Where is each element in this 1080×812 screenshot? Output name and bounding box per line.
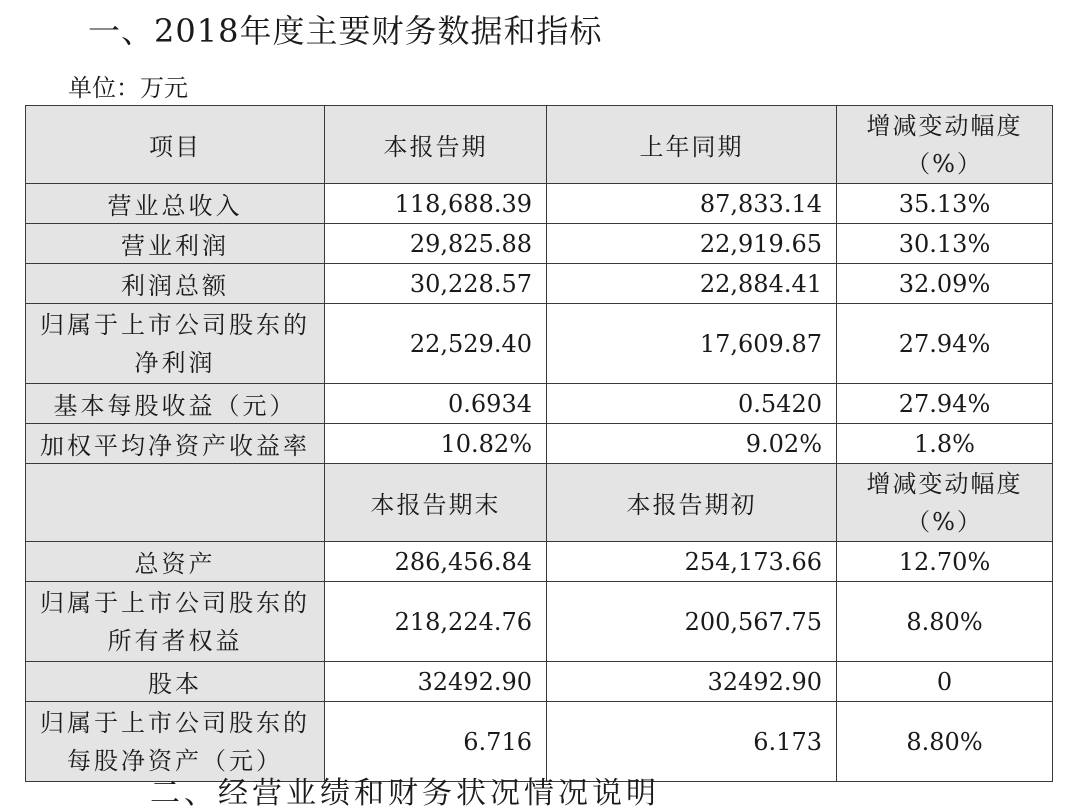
prior-value: 9.02% <box>547 424 837 464</box>
start-value: 254,173.66 <box>547 542 837 582</box>
table-row <box>26 662 1053 702</box>
change-value: 27.94% <box>837 384 1053 424</box>
row-label: 营业利润 <box>26 224 325 264</box>
financial-data-table <box>25 105 1053 782</box>
change-value: 1.8% <box>837 424 1053 464</box>
header-prior-year: 上年同期 <box>547 106 837 184</box>
row-label: 总资产 <box>26 542 325 582</box>
table-row <box>26 424 1053 464</box>
current-value: 22,529.40 <box>325 304 547 384</box>
table-row <box>26 224 1053 264</box>
header-change-pct-line2: （%） <box>906 149 983 178</box>
current-value: 118,688.39 <box>325 184 547 224</box>
row-label <box>26 582 325 662</box>
subheader-change-pct-line1: 增减变动幅度 <box>866 469 1023 498</box>
row-label: 利润总额 <box>26 264 325 304</box>
prior-value: 22,884.41 <box>547 264 837 304</box>
current-value: 29,825.88 <box>325 224 547 264</box>
start-value: 200,567.75 <box>547 582 837 662</box>
table-row <box>26 582 1053 662</box>
table-subheader-row <box>26 464 1053 542</box>
header-item: 项目 <box>26 106 325 184</box>
end-value: 32492.90 <box>325 662 547 702</box>
row-label <box>26 304 325 384</box>
change-value: 27.94% <box>837 304 1053 384</box>
next-section-heading: 二、经营业绩和财务状况情况说明 <box>150 776 660 811</box>
change-value: 30.13% <box>837 224 1053 264</box>
end-value: 286,456.84 <box>325 542 547 582</box>
row-label: 加权平均净资产收益率 <box>26 424 325 464</box>
subheader-change-pct-line2: （%） <box>906 507 983 536</box>
prior-value: 87,833.14 <box>547 184 837 224</box>
row-label-line2: 净利润 <box>134 348 216 377</box>
row-label-line2: 所有者权益 <box>107 626 243 655</box>
row-label-line1: 归属于上市公司股东的 <box>40 310 310 339</box>
subheader-item <box>26 464 325 542</box>
page-title: 一、2018年度主要财务数据和指标 <box>88 12 603 50</box>
row-label: 营业总收入 <box>26 184 325 224</box>
row-label-line1: 归属于上市公司股东的 <box>40 588 310 617</box>
prior-value: 17,609.87 <box>547 304 837 384</box>
start-value: 6.173 <box>547 702 837 782</box>
current-value: 0.6934 <box>325 384 547 424</box>
change-value: 0 <box>837 662 1053 702</box>
prior-value: 0.5420 <box>547 384 837 424</box>
end-value: 218,224.76 <box>325 582 547 662</box>
header-current-period: 本报告期 <box>325 106 547 184</box>
current-value: 10.82% <box>325 424 547 464</box>
next-section-heading-cut <box>150 776 660 811</box>
header-change-pct-line1: 增减变动幅度 <box>866 111 1023 140</box>
change-value: 8.80% <box>837 702 1053 782</box>
change-value: 8.80% <box>837 582 1053 662</box>
change-value: 12.70% <box>837 542 1053 582</box>
subheader-change-pct <box>837 464 1053 542</box>
row-label-line2: 每股净资产（元） <box>67 746 283 775</box>
table-row <box>26 304 1053 384</box>
current-value: 30,228.57 <box>325 264 547 304</box>
change-value: 35.13% <box>837 184 1053 224</box>
end-value: 6.716 <box>325 702 547 782</box>
header-change-pct <box>837 106 1053 184</box>
row-label-line1: 归属于上市公司股东的 <box>40 708 310 737</box>
table-row <box>26 184 1053 224</box>
subheader-period-end: 本报告期末 <box>325 464 547 542</box>
change-value: 32.09% <box>837 264 1053 304</box>
prior-value: 22,919.65 <box>547 224 837 264</box>
subheader-period-start: 本报告期初 <box>547 464 837 542</box>
row-label: 基本每股收益（元） <box>26 384 325 424</box>
table-row <box>26 542 1053 582</box>
table-row <box>26 264 1053 304</box>
unit-label: 单位：万元 <box>68 74 188 102</box>
start-value: 32492.90 <box>547 662 837 702</box>
table-header-row <box>26 106 1053 184</box>
row-label: 股本 <box>26 662 325 702</box>
table-row <box>26 384 1053 424</box>
